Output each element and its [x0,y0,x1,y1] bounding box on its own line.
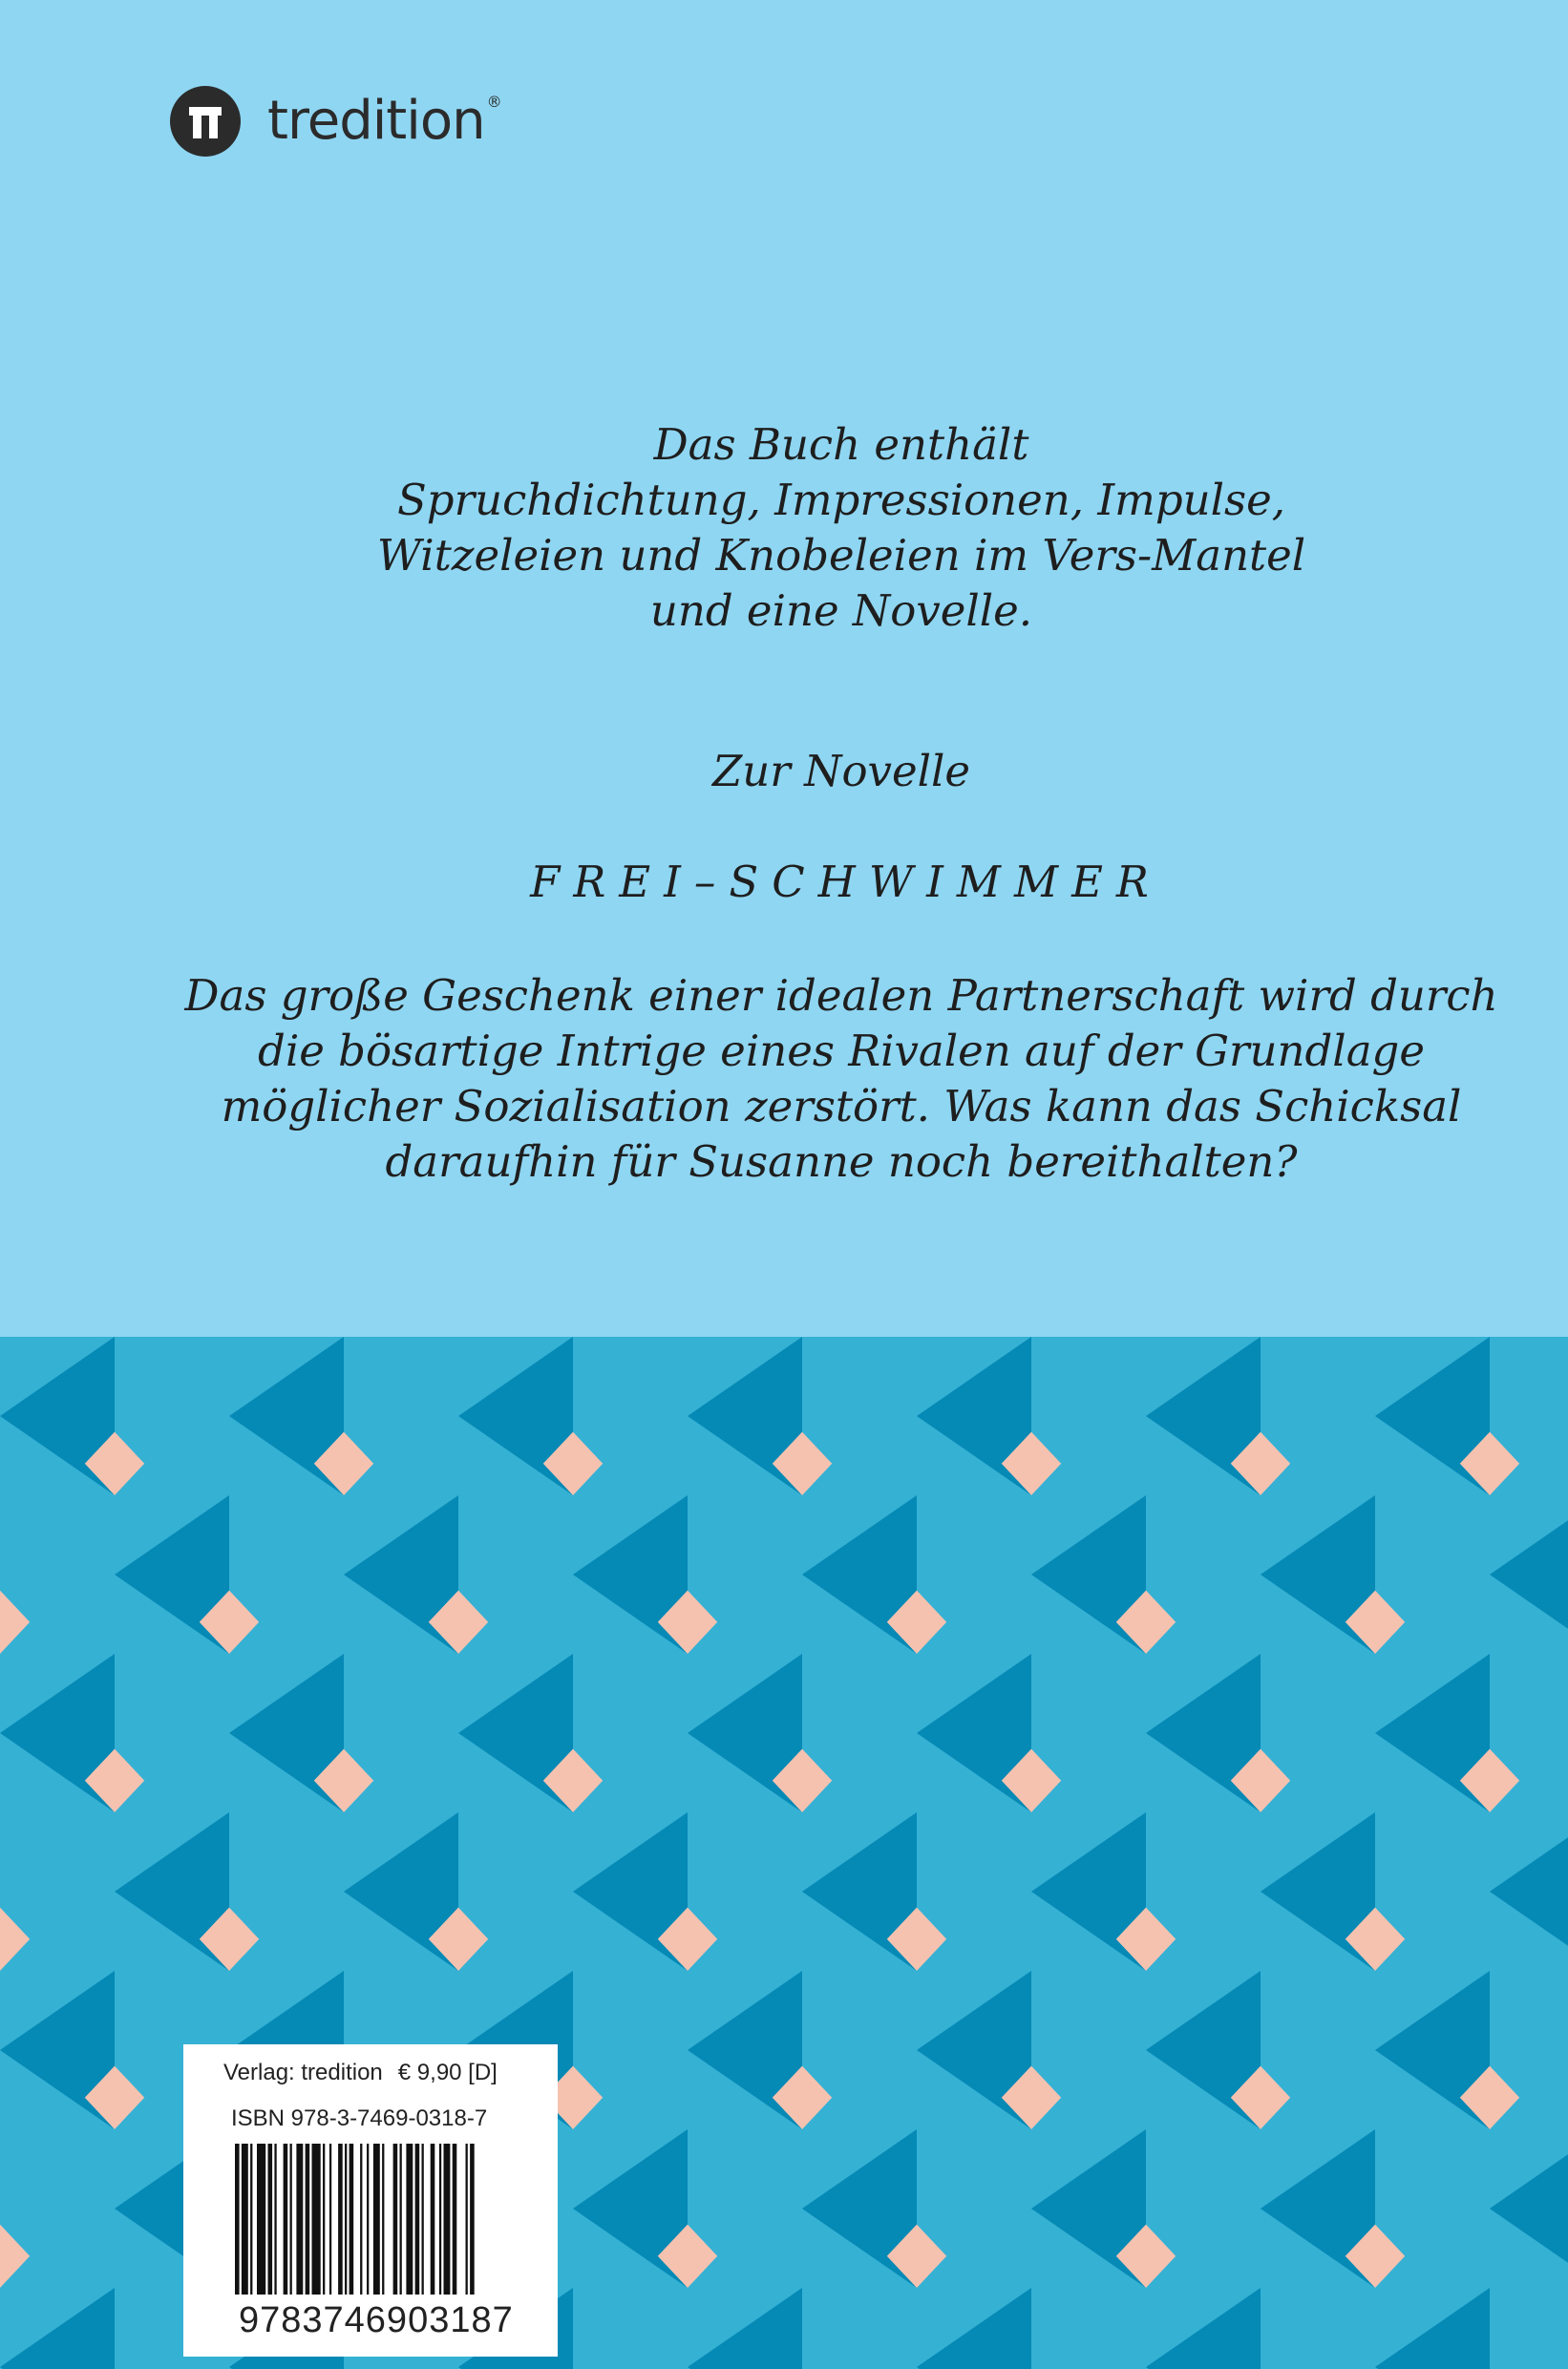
barcode-bars [235,2144,512,2295]
barcode-bar [367,2144,369,2295]
synopsis-line: Das große Geschenk einer idealen Partnerschaft wird durch [184,970,1498,1021]
publisher-price-line [223,2060,498,2086]
barcode-panel [183,2044,558,2357]
barcode-bar [345,2144,347,2295]
intro-text [0,417,1568,639]
barcode-bar [296,2144,303,2295]
barcode-bar [323,2144,325,2295]
barcode-bar [444,2144,451,2295]
barcode-bar [470,2144,475,2295]
intro-line: und eine Novelle. [649,585,1033,636]
synopsis-line: möglicher Sozialisation zerstört. Was kann das Schicksal [221,1081,1462,1132]
barcode-bar [431,2144,435,2295]
publisher-logo [170,86,501,157]
novelle-title: FREI–SCHWIMMER [530,857,1162,907]
barcode-bar [466,2144,468,2295]
barcode-bar [439,2144,441,2295]
barcode-bar [329,2144,331,2295]
intro-line: Witzeleien und Knobeleien im Vers-Mantel [376,530,1306,581]
tredition-logo-icon [170,86,241,157]
barcode-bar [306,2144,310,2295]
barcode-bar [235,2144,240,2295]
barcode-bar [312,2144,321,2295]
synopsis-line: daraufhin für Susanne noch bereithalten? [385,1136,1298,1187]
intro-line: Spruchdichtung, Impressionen, Impulse, [396,475,1286,525]
brand-name: tredition ® [267,90,501,152]
barcode-bar [338,2144,343,2295]
barcode-bar [360,2144,362,2295]
barcode-bar [350,2144,354,2295]
novelle-heading: Zur Novelle [712,746,970,796]
barcode-bar [393,2144,398,2295]
barcode-bar [400,2144,402,2295]
price-label: € 9,90 [D] [397,2060,498,2085]
barcode-bar [382,2144,384,2295]
intro-line: Das Buch enthält [653,419,1029,470]
synopsis-text [0,968,1568,1190]
barcode-bar [290,2144,292,2295]
barcode-digits: 9783746903187 [239,2300,514,2340]
barcode-bar [415,2144,420,2295]
isbn-label: ISBN 978-3-7469-0318-7 [231,2105,488,2131]
barcode-bar [250,2144,252,2295]
synopsis-line: die bösartige Intrige eines Rivalen auf der Grundlage [258,1026,1425,1076]
barcode-bar [453,2144,457,2295]
barcode-bar [284,2144,288,2295]
barcode-bar [373,2144,380,2295]
barcode-bar [274,2144,276,2295]
barcode-bar [257,2144,265,2295]
barcode-bar [242,2144,248,2295]
barcode-bar [268,2144,273,2295]
barcode-bar [422,2144,424,2295]
publisher-label: Verlag: tredition [223,2060,383,2085]
barcode-bar [406,2144,413,2295]
